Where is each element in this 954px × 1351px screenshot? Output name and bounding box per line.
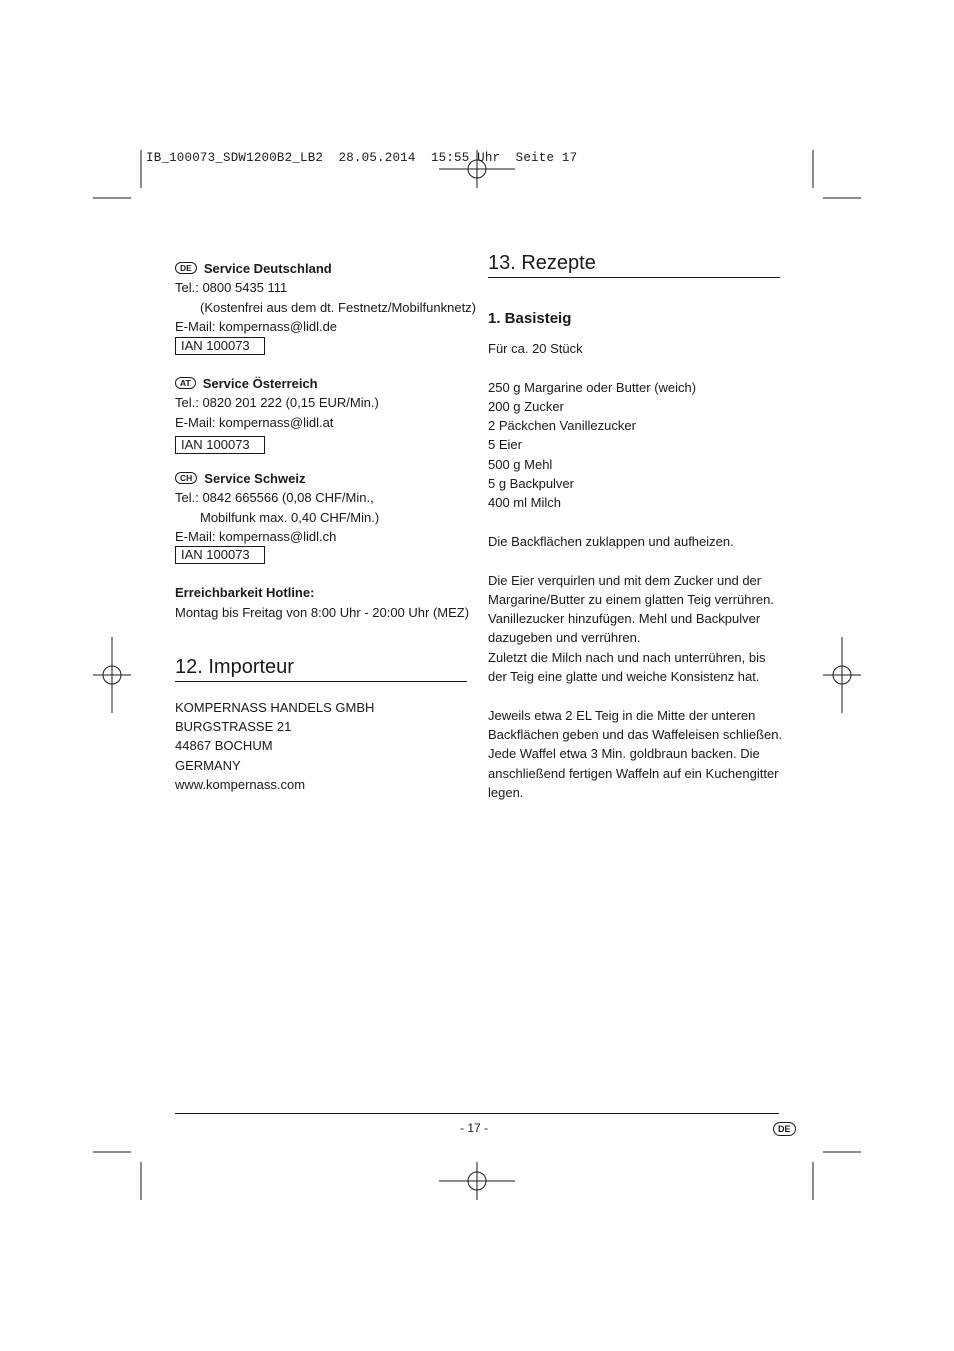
service-switzerland [175,469,467,564]
step-line: Backflächen geben und das Waffeleisen schließen. [488,726,783,742]
print-header: IB_100073_SDW1200B2_LB2 28.05.2014 15:55 Uhr Seite 17 [146,151,578,165]
ingredient: 400 ml Milch [488,495,561,511]
hotline-hours: Montag bis Freitag von 8:00 Uhr - 20:00 Uhr (MEZ) [175,604,470,620]
address-line: KOMPERNASS HANDELS GMBH [175,699,375,715]
step-line: Vanillezucker hinzufügen. Mehl und Backpulver [488,611,761,627]
ingredient-list [488,378,780,513]
service-tel-note: Mobilfunk max. 0,40 CHF/Min.) [200,509,380,525]
step-line: legen. [488,784,524,800]
step-line: Die Eier verquirlen und mit dem Zucker und der [488,572,762,588]
step-line: Margarine/Butter zu einem glatten Teig verrühren. [488,591,774,607]
flag-ch-icon: CH [175,472,197,484]
address-line: GERMANY [175,757,241,773]
page-number: - 17 - [460,1121,489,1135]
service-email: E-Mail: kompernass@lidl.ch [175,528,337,544]
website-link: www.kompernass.com [175,777,306,793]
service-title [175,259,467,278]
recipes-heading: 13. Rezepte [488,252,780,278]
ingredient: 5 g Backpulver [488,476,574,492]
recipe-subheading: 1. Basisteig [488,310,572,327]
footer-divider [175,1113,779,1114]
service-tel: Tel.: 0820 201 222 (0,15 EUR/Min.) [175,395,379,411]
ingredient: 2 Päckchen Vanillezucker [488,418,636,434]
service-austria [175,374,467,454]
step-line: Jeweils etwa 2 EL Teig in die Mitte der unteren [488,707,756,723]
ian-box: IAN 100073 [175,436,265,454]
step-line: Zuletzt die Milch nach und nach unterrühren, bis [488,649,766,665]
service-title [175,374,467,393]
service-email: E-Mail: kompernass@lidl.at [175,414,334,430]
step-line: anschließend fertigen Waffeln auf ein Kuchengitter [488,765,779,781]
flag-at-icon: AT [175,377,196,389]
service-tel: Tel.: 0800 5435 111 [175,280,288,296]
service-tel-note: (Kostenfrei aus dem dt. Festnetz/Mobilfunknetz) [200,299,477,315]
ingredient: 5 Eier [488,437,522,453]
address-line: 44867 BOCHUM [175,738,273,754]
ian-box: IAN 100073 [175,337,265,355]
importer-heading: 12. Importeur [175,656,467,682]
ian-box: IAN 100073 [175,546,265,564]
service-email: E-Mail: kompernass@lidl.de [175,318,338,334]
service-title [175,469,467,488]
recipe-step [488,571,780,687]
ingredient: 500 g Mehl [488,456,553,472]
step-line: Jede Waffel etwa 3 Min. goldbraun backen. Die [488,746,760,762]
right-column [488,252,783,802]
hotline [175,583,470,622]
service-title-text: Service Österreich [202,376,318,392]
importer-address [175,698,467,794]
step-line: dazugeben und verrühren. [488,630,641,646]
ingredient: 200 g Zucker [488,398,564,414]
service-title-text: Service Schweiz [204,471,306,487]
recipe-step: Die Backflächen zuklappen und aufheizen. [488,533,734,549]
flag-de-icon: DE [773,1122,796,1136]
address-line: BURGSTRASSE 21 [175,719,292,735]
service-title-text: Service Deutschland [203,261,332,276]
left-column [175,259,477,794]
recipe-yield: Für ca. 20 Stück [488,341,583,356]
ingredient: 250 g Margarine oder Butter (weich) [488,379,697,395]
step-line: der Teig eine glatte und weiche Konsistenz hat. [488,669,760,685]
flag-de-icon: DE [175,262,197,274]
service-tel: Tel.: 0842 665566 (0,08 CHF/Min., [175,490,374,506]
recipe-step [488,706,783,802]
service-germany [175,259,477,355]
hotline-title: Erreichbarkeit Hotline: [175,585,315,601]
